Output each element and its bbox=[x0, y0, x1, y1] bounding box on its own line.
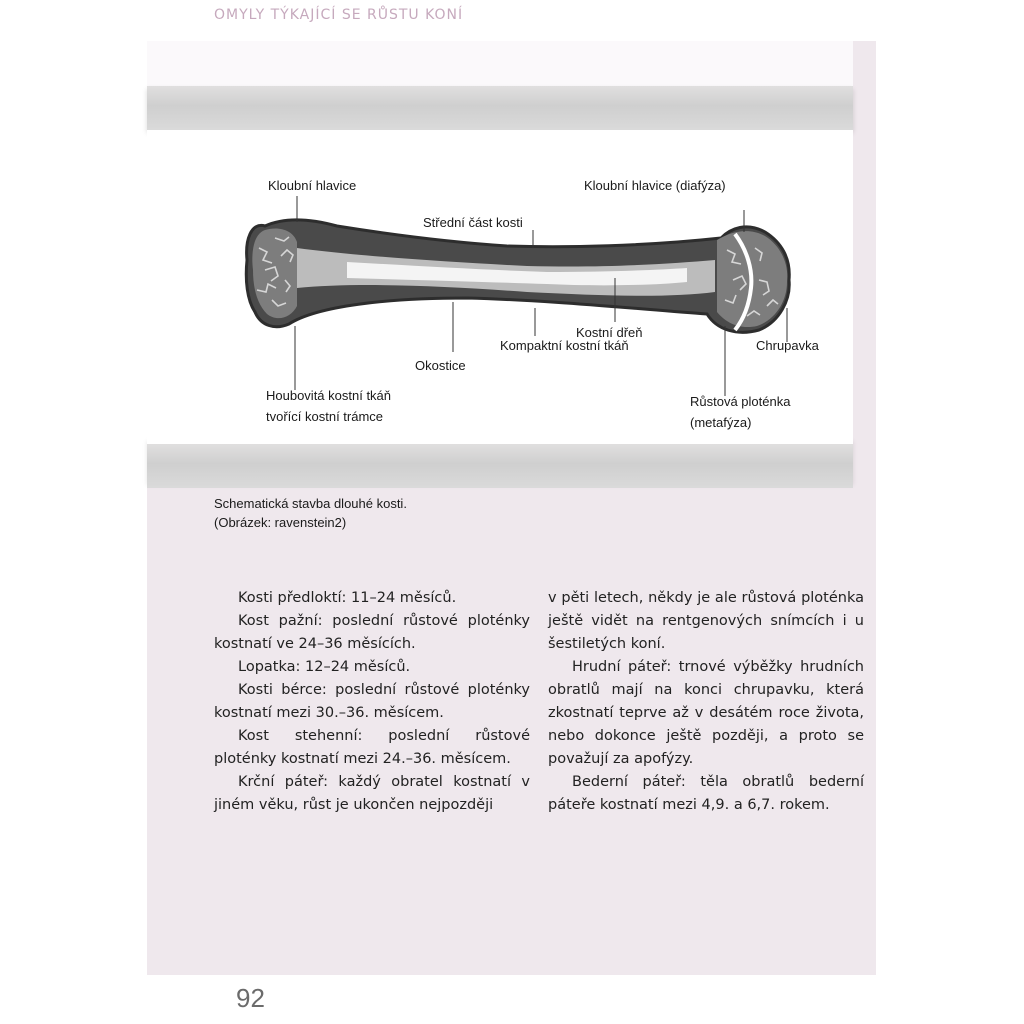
caption-line-1: Schematická stavba dlouhé kosti. bbox=[214, 496, 407, 511]
label-stredni-cast: Střední část kosti bbox=[423, 215, 523, 230]
label-rustova-1: Růstová ploténka bbox=[690, 394, 791, 409]
label-houbovita-1: Houbovitá kostní tkáň bbox=[266, 388, 392, 403]
paragraph: Lopatka: 12–24 měsíců. bbox=[238, 659, 411, 675]
label-houbovita-2: tvořící kostní trámce bbox=[266, 409, 384, 424]
paragraph: v pěti letech, někdy je ale růstová ploténka ještě vidět na rentgenových snímcích i u šestiletých koní. bbox=[548, 590, 864, 652]
bone-diagram bbox=[147, 130, 853, 444]
text-column-right bbox=[548, 587, 864, 817]
label-kloubni-hlavice-right: Kloubní hlavice (diafýza) bbox=[584, 178, 726, 193]
figure-caption bbox=[214, 494, 407, 532]
paragraph: Kost stehenní: poslední růstové ploténky kostnatí mezi 24.–36. měsícem. bbox=[214, 728, 530, 767]
running-head: OMYLY TÝKAJÍCÍ SE RŮSTU KONÍ bbox=[214, 7, 464, 23]
label-kompaktni: Kompaktní kostní tkáň bbox=[500, 338, 629, 353]
label-kloubni-hlavice-left: Kloubní hlavice bbox=[268, 178, 357, 193]
label-chrupavka: Chrupavka bbox=[756, 338, 819, 353]
figure-band-top bbox=[147, 86, 853, 130]
label-rustova-2: (metafýza) bbox=[690, 415, 752, 430]
figure-band-bottom bbox=[147, 444, 853, 488]
paragraph: Kosti bérce: poslední růstové ploténky kostnatí mezi 30.–36. měsícem. bbox=[214, 682, 530, 721]
page-number: 92 bbox=[236, 983, 265, 1013]
text-column-left bbox=[214, 587, 530, 817]
label-kostni-dren: Kostní dřeň bbox=[576, 325, 643, 340]
paragraph: Bederní páteř: těla obratlů bederní páteře kostnatí mezi 4,9. a 6,7. rokem. bbox=[548, 774, 864, 813]
paragraph: Kosti předloktí: 11–24 měsíců. bbox=[238, 590, 457, 606]
paragraph: Krční páteř: každý obratel kostnatí v jiném věku, růst je ukončen nejpozději bbox=[214, 774, 530, 813]
caption-line-2: (Obrázek: ravenstein2) bbox=[214, 515, 347, 530]
paragraph: Hrudní páteř: trnové výběžky hrudních obratlů mají na konci chrupavku, která zkostnatí teprve až v desátém roce života, nebo dokonce ještě později, a proto se považují za apofýzy. bbox=[548, 659, 864, 767]
label-okostice: Okostice bbox=[415, 358, 466, 373]
paragraph: Kost pažní: poslední růstové ploténky kostnatí ve 24–36 měsících. bbox=[214, 613, 530, 652]
